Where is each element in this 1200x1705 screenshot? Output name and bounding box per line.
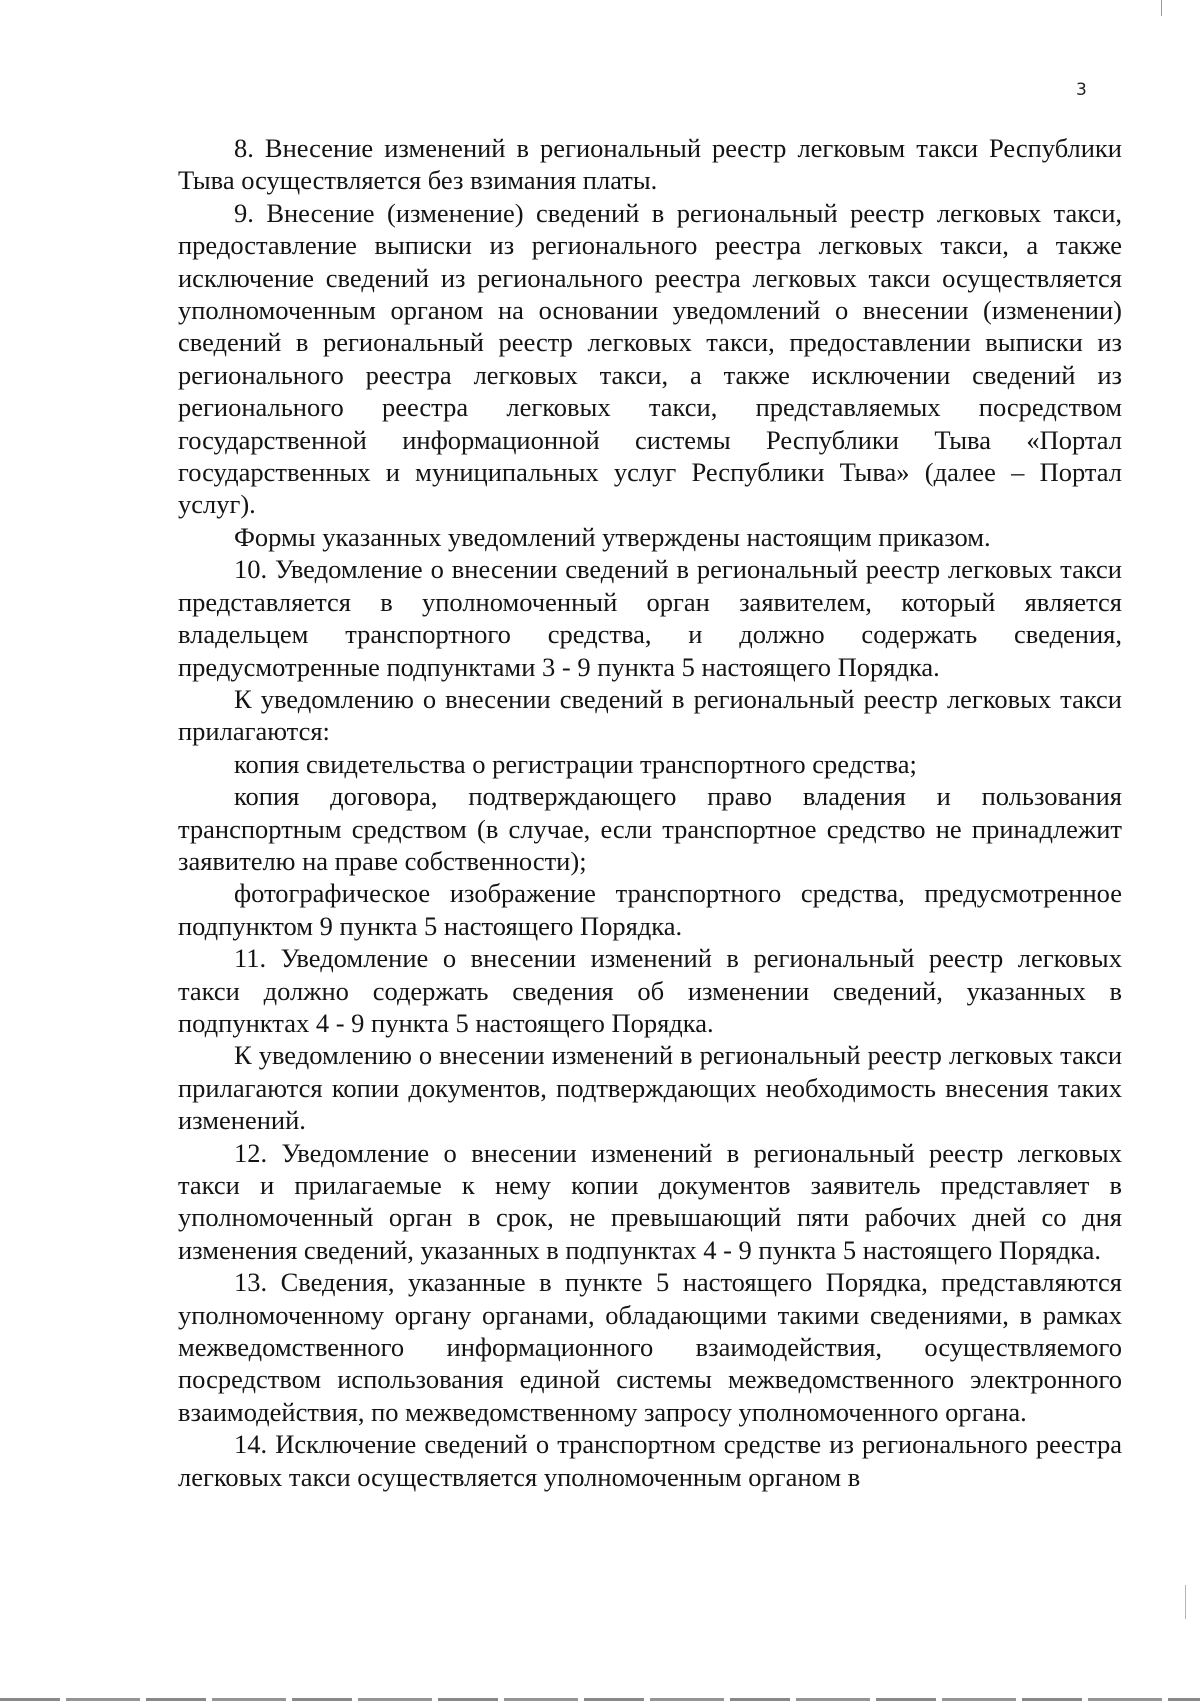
scan-artifact-top bbox=[1161, 0, 1162, 16]
scan-artifact-bottom bbox=[0, 1698, 1200, 1701]
paragraph-forms-note: Формы указанных уведомлений утверждены настоящим приказом. bbox=[234, 521, 991, 552]
document-body bbox=[178, 132, 1122, 1493]
page-number: 3 bbox=[1076, 80, 1087, 100]
paragraph-item-10: 10. Уведомление о внесении сведений в региональный реестр легковых такси представляется в уполномоченный орган заявителем, который является владельцем транспортного средства, и должно содержать сведения, предусмотренные подпунктами 3 - 9 пункта 5 настоящего Порядка. bbox=[178, 554, 1122, 682]
paragraph-item-11: 11. Уведомление о внесении изменений в региональный реестр легковых такси должно содержать сведения об изменении сведений, указанных в подпунктах 4 - 9 пункта 5 настоящего Порядка. bbox=[178, 943, 1122, 1038]
paragraph-item-9: 9. Внесение (изменение) сведений в региональный реестр легковых такси, предоставление выписки из регионального реестра легковых такси, а также исключение сведений из регионального реестра легковых такси осуществляется уполномоченным органом на основании уведомлений о внесении (изменении) сведений в региональный реестр легковых такси, предоставлении выписки из регионального реестра легковых такси, а также исключении сведений из регионального реестра легковых такси, представляемых посредством государственной информационной системы Республики Тыва «Портал государственных и муниципальных услуг Республики Тыва» (далее – Портал услуг). bbox=[178, 197, 1122, 520]
paragraph-attachment-photo: фотографическое изображение транспортного средства, предусмотренное подпунктом 9 пункта 5 настоящего Порядка. bbox=[178, 878, 1122, 941]
paragraph-item-8: 8. Внесение изменений в региональный реестр легковым такси Республики Тыва осуществляется без взимания платы. bbox=[178, 133, 1122, 196]
scan-artifact-right bbox=[1185, 1585, 1186, 1619]
paragraph-item-14: 14. Исключение сведений о транспортном средстве из регионального реестра легковых такси осуществляется уполномоченным органом в bbox=[178, 1429, 1122, 1492]
paragraph-item-12: 12. Уведомление о внесении изменений в региональный реестр легковых такси и прилагаемые к нему копии документов заявитель представляет в уполномоченный орган в срок, не превышающий пяти рабочих дней со дня изменения сведений, указанных в подпунктах 4 - 9 пункта 5 настоящего Порядка. bbox=[178, 1137, 1122, 1265]
paragraph-item-13: 13. Сведения, указанные в пункте 5 настоящего Порядка, представляются уполномоченному органу органами, обладающими такими сведениями, в рамках межведомственного информационного взаимодействия, осуществляемого посредством использования единой системы межведомственного электронного взаимодействия, по межведомственному запросу уполномоченного органа. bbox=[178, 1267, 1122, 1427]
paragraph-attachment-contract: копия договора, подтверждающего право владения и пользования транспортным средством (в случае, если транспортное средство не принадлежит заявителю на праве собственности); bbox=[178, 781, 1122, 876]
paragraph-attachment-registration: копия свидетельства о регистрации транспортного средства; bbox=[234, 748, 917, 779]
paragraph-changes-attachments: К уведомлению о внесении изменений в региональный реестр легковых такси прилагаются копии документов, подтверждающих необходимость внесения таких изменений. bbox=[178, 1040, 1122, 1136]
paragraph-attachments-intro: К уведомлению о внесении сведений в региональный реестр легковых такси прилагаются: bbox=[178, 683, 1122, 747]
